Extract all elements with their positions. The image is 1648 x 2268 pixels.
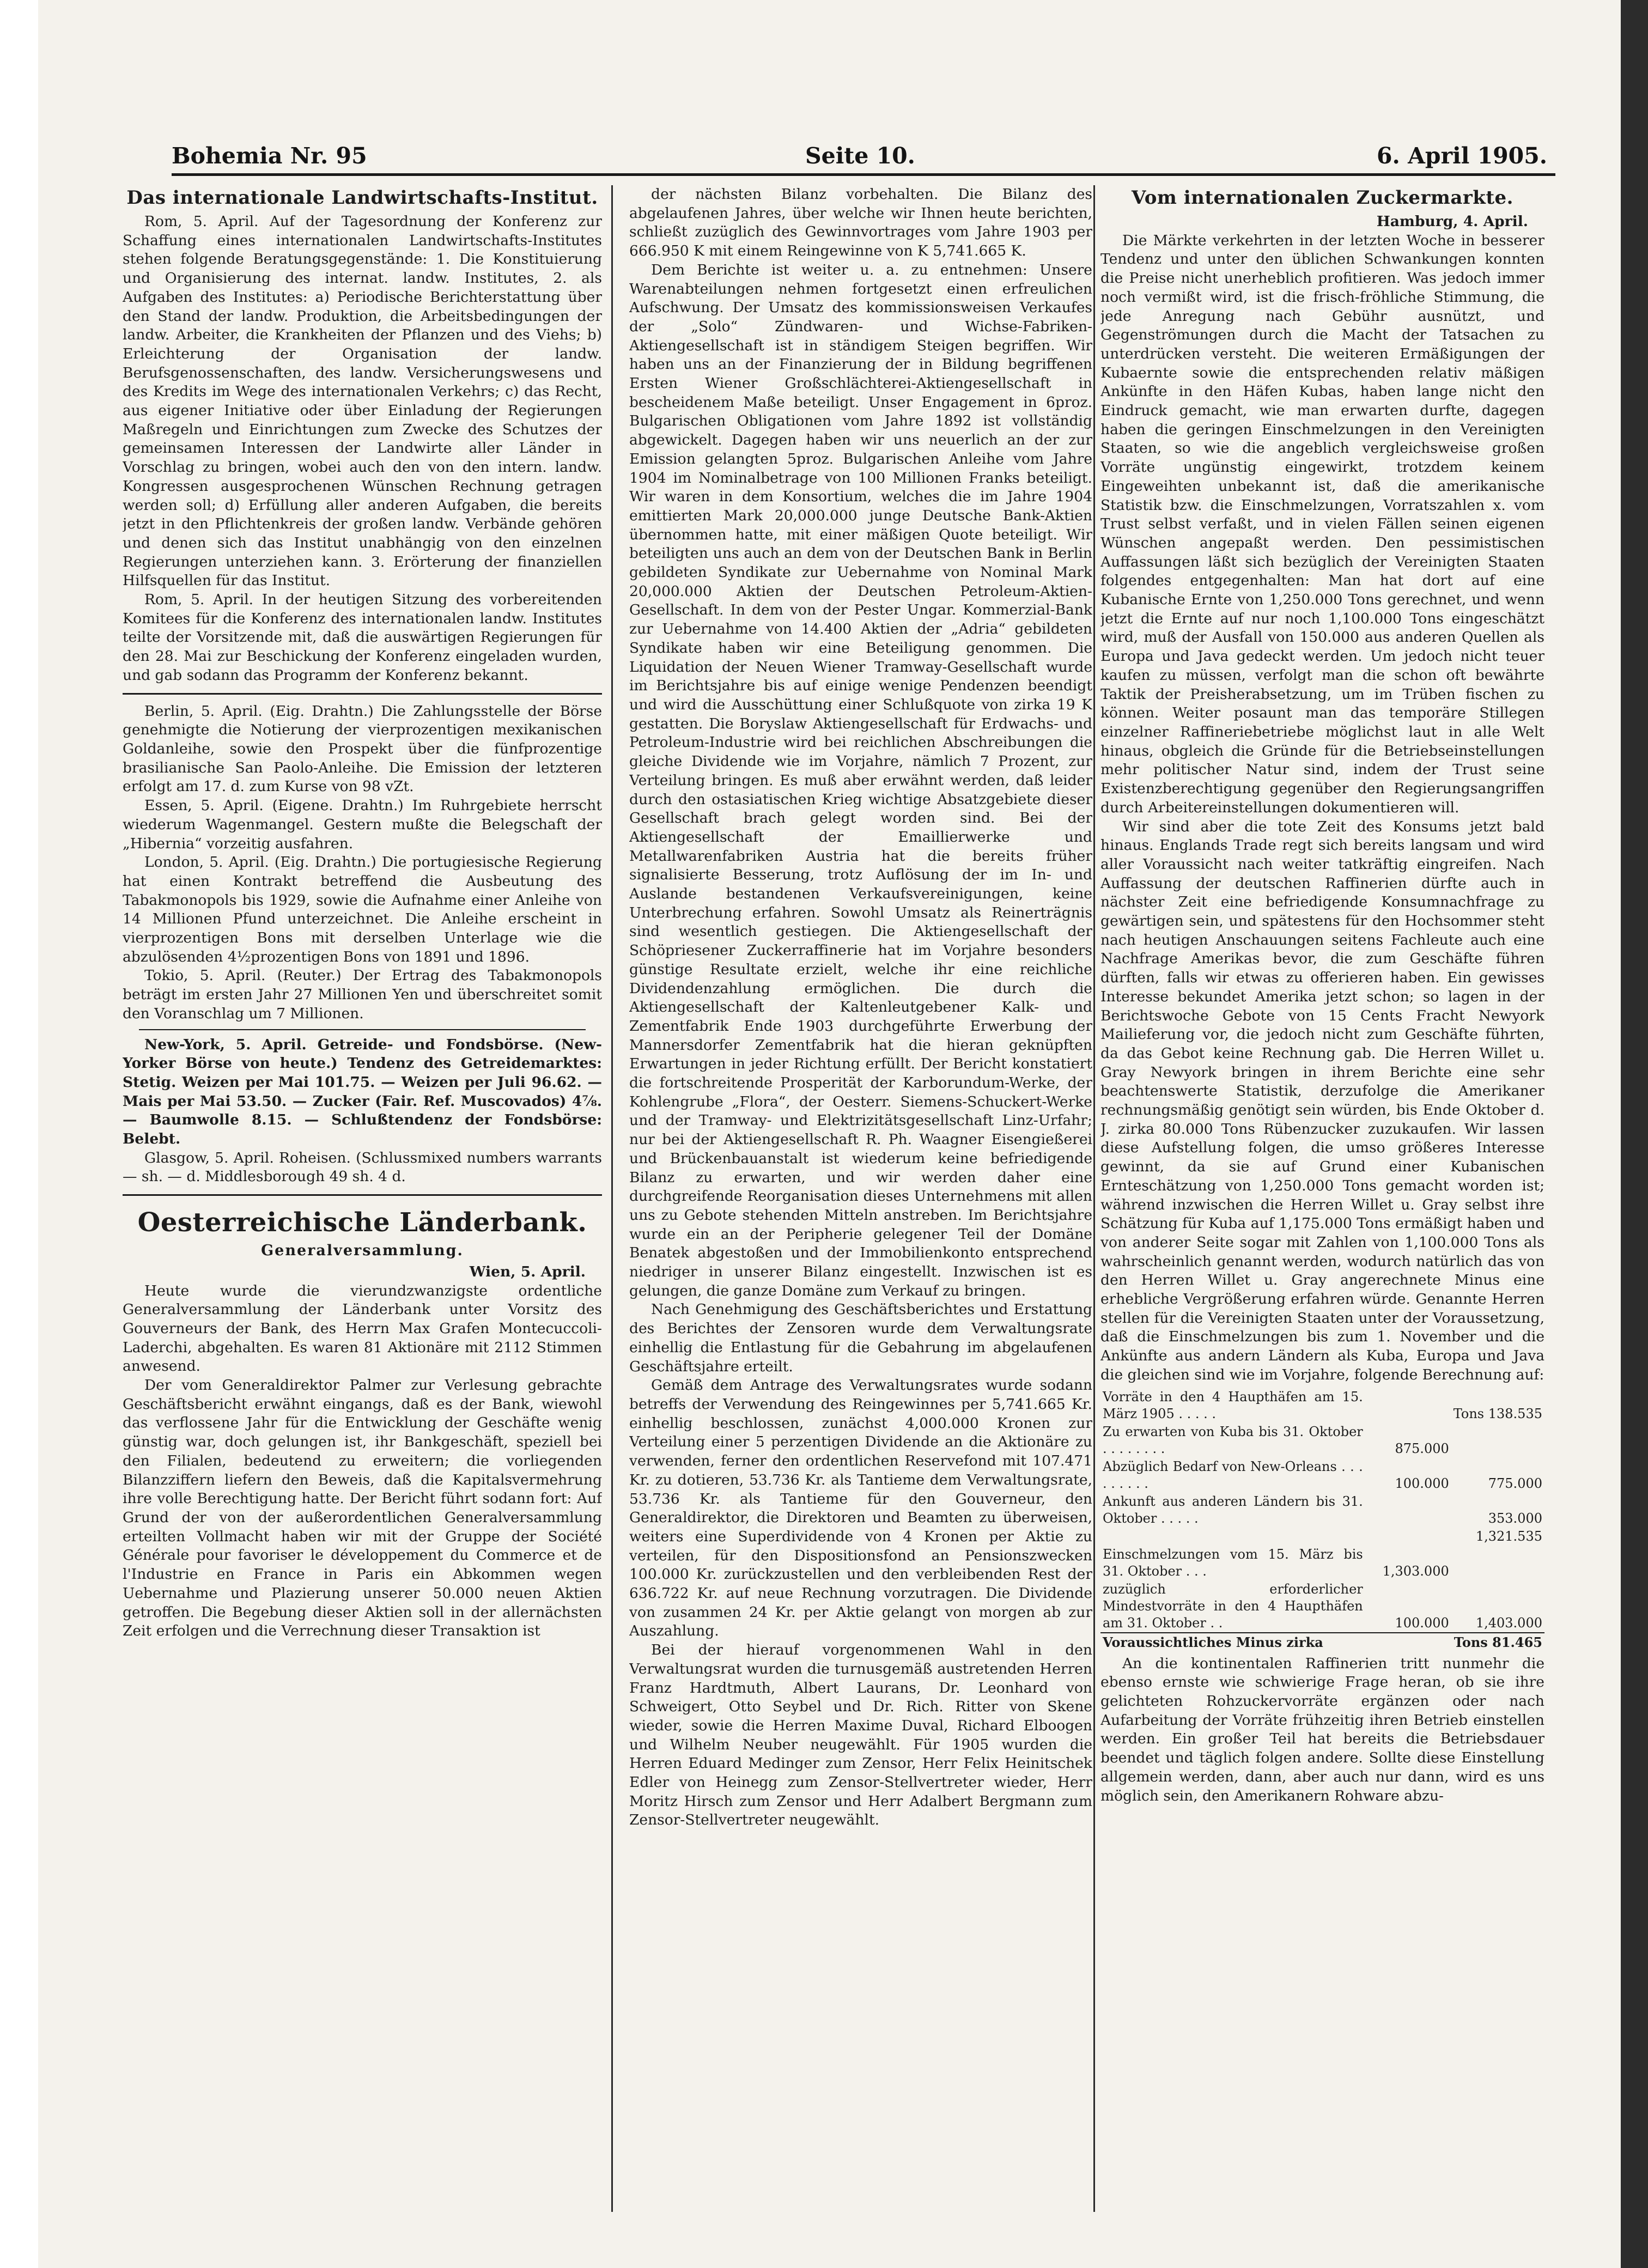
column-left [123, 185, 602, 2212]
dateline: Wien, 5. April. [469, 1263, 586, 1280]
article-paragraph: Bei der hierauf vorgenommenen Wahl in den Verwaltungsrat wurden die turnusgemäß austretenden Herren Franz Hardtmuth, Albert Laurans, Dr. Leonhard von Schweigert, Otto Seybel und Dr. Rich. Ritter von Skene wieder, sowie die Herren Maxime Duval, Richard Elboogen und Wilhelm Neuber neugewählt. Für 1905 wurden die Herren Eduard Medinger zum Zensor, Herr Felix Heinitschek Edler von Heinegg zum Zensor-Stellvertreter wieder, Herr Moritz Hirsch zum Zensor und Herr Adalbert Bergmann zum Zensor-Stellvertreter neugewählt. [629, 1641, 1092, 1829]
masthead-issue: Bohemia Nr. 95 [172, 143, 367, 169]
table-row [1100, 1458, 1544, 1493]
table-cell-value: 1,303.000 [1382, 1563, 1449, 1579]
table-cell-label: Voraussichtliches Minus zirka [1100, 1633, 1365, 1651]
article-paragraph: Der vom Generaldirektor Palmer zur Verlesung gebrachte Geschäftsbericht erwähnt eingangs, daß es der Bank, wiewohl das verflossene Jahr für die Entwicklung der Geschäfte wenig günstig war, doch gelungen ist, ihr Bankgeschäft, speziell bei den Filialen, bedeutend zu erweitern; die vorliegenden Bilanzziffern liefern den Beweis, daß die Kapitalsvermehrung ihre volle Berechtigung hatte. Der Bericht führt sodann fort: Auf Grund der von der außerordentlichen Generalversammlung erteilten Vollmacht haben wir mit der Gruppe der Société Générale pour favoriser le développement du Commerce et de l'Industrie en France in Paris ein Abkommen wegen Uebernahme und Plazierung unserer 50.000 neuen Aktien getroffen. Die Begebung dieser Aktien soll in der allernächsten Zeit erfolgen und die Verrechnung dieser Transaktion ist [123, 1377, 602, 1640]
table-cell-value: Tons 138.535 [1453, 1406, 1542, 1421]
column-divider [1093, 185, 1095, 2212]
table-cell-label: zuzüglich erforderlicher Mindestvorräte in den 4 Haupthäfen am 31. Oktober . . [1103, 1581, 1363, 1631]
market-report: New-York, 5. April. Getreide- und Fondsbörse. (New-Yorker Börse von heute.) Tendenz des Getreidemarktes: Stetig. Weizen per Mai 101.75. — Weizen per Juli 96.62. — Mais per Mai 53.50. — Zucker (Fair. Ref. Muscovados) 4⅞. — Baumwolle 8.15. — Schlußtendenz der Fondsbörse: Belebt. [123, 1036, 602, 1148]
table-cell-value [1365, 1633, 1451, 1651]
table-row [1100, 1633, 1544, 1651]
table-cell-value: 1,403.000 [1475, 1615, 1542, 1631]
table-cell-value: 100.000 [1395, 1475, 1449, 1491]
table-cell-value [1365, 1388, 1451, 1423]
table-row [1100, 1580, 1544, 1633]
market-report: Glasgow, 5. April. Roheisen. (Schlussmixed numbers warrants — sh. — d. Middlesborough 49 sh. 4 d. [123, 1149, 602, 1185]
table-cell-label: Vorräte in den 4 Haupthäfen am 15. März 1905 . . . . . [1103, 1389, 1363, 1421]
table-cell-value: 353.000 [1488, 1510, 1542, 1526]
news-item: Berlin, 5. April. (Eig. Drahtn.) Die Zahlungsstelle der Börse genehmigte die Notierung der vierprozentigen mexikanischen Goldanleihe, sowie den Prospekt über die fünfprozentige brasilianische San Paolo-Anleihe. Die Emission der letzteren erfolgt am 17. d. zum Kurse von 98 vZt. [123, 702, 602, 795]
section-divider [123, 693, 602, 695]
column-right [1100, 185, 1544, 2212]
column-divider [611, 185, 613, 2212]
article-paragraph: An die kontinentalen Raffinerien tritt nunmehr die ebenso ernste wie schwierige Frage heran, ob sie ihre gelichteten Rohzuckervorräte ergänzen oder nach Aufarbeitung der Vorräte frühzeitig ihren Betrieb einstellen werden. Ein großer Teil hat bereits die Betriebsdauer beendet und täglich folgen andere. Sollte diese Einstellung allgemein werden, dann, aber auch nur dann, wird es uns möglich sein, den Amerikanern Rohware abzu- [1100, 1655, 1544, 1804]
dateline: Hamburg, 4. April. [1376, 213, 1528, 230]
table-row [1100, 1528, 1544, 1546]
table-cell-value [1451, 1546, 1544, 1580]
article-subtitle: Generalversammlung. [261, 1242, 464, 1260]
news-item: Essen, 5. April. (Eigene. Drahtn.) Im Ruhrgebiete herrscht wiederum Wagenmangel. Gestern mußte die Belegschaft der „Hibernia“ vorzeitig ausfahren. [123, 797, 602, 852]
news-item: London, 5. April. (Eig. Drahtn.) Die portugiesische Regierung hat einen Kontrakt betreffend die Ausbeutung des Tabakmonopols bis 1929, sowie die Aufnahme einer Anleihe von 14 Millionen Pfund unterzeichnet. Die Anleihe erscheint in vierprozentigen Bons mit derselben Unterlage wie die abzulösenden 4½prozentigen Bons von 1891 und 1896. [123, 854, 602, 965]
article-paragraph: Nach Genehmigung des Geschäftsberichtes und Erstattung des Berichtes der Zensoren wurde dem Verwaltungsrate einhellig die Entlastung für die Gebahrung im abgelaufenen Geschäftsjahre erteilt. [629, 1301, 1092, 1375]
table-row [1100, 1546, 1544, 1580]
article-paragraph: Gemäß dem Antrage des Verwaltungsrates wurde sodann betreffs der Verwendung des Reingewinnes per 5,741.665 Kr. einhellig beschlossen, zunächst 4,000.000 Kronen zur Verteilung einer 5 perzentigen Dividende an die Aktionäre zu verwenden, ferner den ordentlichen Reservefond mit 107.471 Kr. zu dotieren, 53.736 Kr. als Tantieme dem Verwaltungsrate, 53.736 Kr. als Tantieme für den Gouverneur, den Generaldirektor, die Direktoren und Beamten zu überweisen, weiters eine Superdividende von 4 Kronen per Aktie zu verteilen, für den Dispositionsfond an Pensionszwecken 100.000 Kr. zurückzustellen und den verbleibenden Rest der 636.722 Kr. auf neue Rechnung vorzutragen. Die Dividende von zusammen 24 Kr. per Aktie gelangt von morgen ab zur Auszahlung. [629, 1377, 1092, 1640]
table-cell-value [1451, 1423, 1544, 1458]
table-cell-value: 775.000 [1488, 1475, 1542, 1491]
table-cell-value: 100.000 [1395, 1615, 1449, 1631]
section-divider [123, 1194, 602, 1196]
table-cell-value: 875.000 [1395, 1440, 1449, 1456]
table-row [1100, 1388, 1544, 1423]
page-number: Seite 10. [805, 143, 915, 169]
table-cell-label: Abzüglich Bedarf von New-Orleans . . . . . . . . . [1103, 1458, 1363, 1491]
issue-date: 6. April 1905. [1377, 143, 1547, 169]
article-paragraph: Wir sind aber die tote Zeit des Konsums jetzt bald hinaus. Englands Trade regt sich bereits langsam und wird aller Voraussicht nach weiter tatkräftig eingreifen. Nach Auffassung der deutschen Raffinerien dürfte auch in nächster Zeit eine befriedigende Konsumnachfrage zu gewärtigen sein, und spätestens für den Hochsommer steht nach heutigen Anschauungen seitens Fachleute auch eine Nachfrage Amerikas bevor, die zum Geschäfte führen dürften, falls wir etwas zu offerieren haben. Ein gewisses Interesse bekundet Amerika jetzt schon; so lagen in der Berichtswoche Gebote von 15 Cents Fracht Newyork Mailieferung vor, die jedoch nicht zum Geschäfte führten, da das Gebot keine Rechnung gab. Die Herren Willet u. Gray Newyork bringen in ihrem Berichte eine sehr beachtenswerte Statistik, derzufolge die Amerikaner rechnungsmäßig genötigt sein würden, bis Ende Oktober d. J. zirka 80.000 Tons Rübenzucker zuzukaufen. Wir lassen diese Aufstellung folgen, die umso größeres Interesse gewinnt, da sie auf Grund einer Kubanischen Ernteschätzung von 1,250.000 Tons gemacht worden ist; während inzwischen die Herren Willet u. Gray selbst ihre Schätzung für Kuba auf 1,175.000 Tons ermäßigt haben und von anderer Seite sogar mit Zahlen von 1,100.000 Tons als wahrscheinlich genannt werden, wodurch natürlich das von den Herren Willet u. Gray angerechnete Minus eine erhebliche Vergrößerung erfahren würde. Genannte Herren stellen für die Vereinigten Staaten unter der Voraussetzung, daß die Einschmelzungen bis zum 1. November und die Ankünfte aus andern Ländern als Kuba, Europa und Java die gleichen sind wie im Vorjahre, folgende Berechnung auf: [1100, 818, 1544, 1383]
article-title: Oesterreichische Länderbank. [137, 1207, 587, 1238]
table-cell-value [1365, 1528, 1451, 1546]
table-cell-label: Zu erwarten von Kuba bis 31. Oktober . . . . . . . . [1103, 1424, 1363, 1456]
column-middle [629, 185, 1092, 2212]
article-paragraph: Dem Berichte ist weiter u. a. zu entnehmen: Unsere Warenabteilungen nehmen fortgesetzt einen erfreulichen Aufschwung. Der Umsatz des kommissionsweisen Verkaufes der „Solo“ Zündwaren- und Wichse-Fabriken-Aktiengesellschaft ist in ständigem Steigen begriffen. Wir haben uns an der Finanzierung der in Bildung begriffenen Ersten Wiener Großschlächterei-Aktiengesellschaft in bescheidenem Maße beteiligt. Unser Engagement in 6proz. Bulgarischen Obligationen vom Jahre 1892 ist vollständig abgewickelt. Dagegen haben wir uns neuerlich an der zur Emission gelangten 5proz. Bulgarischen Anleihe vom Jahre 1904 im Nominalbetrage von 100 Millionen Franks beteiligt. Wir waren in dem Konsortium, welches die im Jahre 1904 emittierten Mark 20,000.000 junge Deutsche Bank-Aktien übernommen hatte, mit einer mäßigen Quote beteiligt. Wir beteiligten uns auch an dem von der Deutschen Bank in Berlin gebildeten Syndikate zur Uebernahme von Nominal Mark 20,000.000 Aktien der Deutschen Petroleum-Aktien-Gesellschaft. In dem von der Pester Ungar. Kommerzial-Bank zur Uebernahme von 14.400 Aktien der „Adria“ gebildeten Syndikate haben wir eine Beteiligung genommen. Die Liquidation der Neuen Wiener Tramway-Gesellschaft wurde im Berichtsjahre bis auf einige wenige Pendenzen beendigt und wird die Ausschüttung einer Schlußquote von zirka 19 K gestatten. Die Boryslaw Aktiengesellschaft für Erdwachs- und Petroleum-Industrie wird bei reichlichen Abschreibungen die gleiche Dividende wie im Vorjahre, nämlich 7 Prozent, zur Verteilung bringen. Es muß aber erwähnt werden, daß leider durch den ostasiatischen Krieg wichtige Absatzgebiete dieser Gesellschaft brach gelegt worden sind. Bei der Aktiengesellschaft der Emaillierwerke und Metallwarenfabriken Austria hat die bereits früher signalisierte Besserung, trotz Auflösung der im In- und Auslande bestandenen Verkaufsvereinigungen, keine Unterbrechung erfahren. Sowohl Umsatz als Reinerträgnis sind wesentlich gestiegen. Die Aktiengesellschaft der Schöpriesener Zuckerraffinerie hat im Vorjahre besonders günstige Resultate erzielt, welche ihr eine reichliche Dividendenzahlung ermöglichen. Die durch die Aktiengesellschaft der Kaltenleutgebener Kalk- und Zementfabrik Ende 1903 durchgeführte Erwerbung der Mannersdorfer Zementfabrik hat die hieran geknüpften Erwartungen in jeder Richtung erfüllt. Der Bericht konstatiert die fortschreitende Prosperität der Karborundum-Werke, der Kohlengrube „Flora“, der Oesterr. Siemens-Schuckert-Werke und der Tramway- und Elektrizitätsgesellschaft Linz-Urfahr; nur bei der Aktiengesellschaft R. Ph. Waagner Eisengießerei und Brückenbauanstalt ist wiederum keine befriedigende Bilanz zu erwarten, und wir werden daher eine durchgreifende Reorganisation dieses Unternehmens mit allen uns zu Gebote stehenden Mitteln anstreben. Im Berichtsjahre wurde ein an der Peripherie gelegener Teil der Domäne Benatek abgestoßen und der Immobilienkonto entsprechend niedriger in unserer Bilanz eingestellt. Inzwischen ist es gelungen, die ganze Domäne zum Verkauf zu bringen. [629, 261, 1092, 1299]
article-paragraph: der nächsten Bilanz vorbehalten. Die Bilanz des abgelaufenen Jahres, über welche wir Ihnen heute berichten, schließt zuzüglich des Gewinnvortrages vom Jahre 1903 per 666.950 K mit einem Reingewinne von K 5,741.665 K. [629, 186, 1092, 260]
article-title: Vom internationalen Zuckermarkte. [1131, 187, 1514, 209]
news-item: Tokio, 5. April. (Reuter.) Der Ertrag des Tabakmonopols beträgt im ersten Jahr 27 Millionen Yen und überschreitet somit den Voranschlag um 7 Millionen. [123, 967, 602, 1022]
article-paragraph: Heute wurde die vierundzwanzigste ordentliche Generalversammlung der Länderbank unter Vorsitz des Gouverneurs der Bank, des Herrn Max Grafen Montecuccoli-Laderchi, abgehalten. Es waren 81 Aktionäre mit 2112 Stimmen anwesend. [123, 1282, 602, 1375]
table-cell-label: Einschmelzungen vom 15. März bis 31. Oktober . . . [1103, 1546, 1363, 1579]
page-margin [0, 0, 38, 2268]
article-paragraph: Rom, 5. April. In der heutigen Sitzung des vorbereitenden Komitees für die Konferenz des internationalen landw. Institutes teilte der Vorsitzende mit, daß die auswärtigen Regierungen für den 28. Mai zur Beschickung der Konferenz eingeladen wurden, und gab sodann das Programm der Konferenz bekannt. [123, 591, 602, 684]
table-cell-value: 1,321.535 [1475, 1528, 1542, 1544]
table-cell-label: Ankunft aus anderen Ländern bis 31. Oktober . . . . . [1103, 1493, 1363, 1526]
table-cell-label [1100, 1528, 1365, 1546]
article-paragraph: Rom, 5. April. Auf der Tagesordnung der Konferenz zur Schaffung eines internationalen Landwirtschafts-Institutes stehen folgende Beratungsgegenstände: 1. Die Konstituierung und Organisierung des internat. landw. Institutes, 2. als Aufgaben des Institutes: a) Periodische Berichterstattung über den Stand der landw. Produktion, die Arbeitsbedingungen der landw. Arbeiter, die Krankheiten der Pflanzen und des Viehs; b) Erleichterung der Organisation der landw. Berufsgenossenschaften, des landw. Versicherungswesens und des Kredits im Wege des internationalen Verkehrs; c) das Recht, aus eigener Initiative oder über Einladung der Regierungen Maßregeln und Einrichtungen zum Zwecke des Schutzes der gemeinsamen Interessen der Landwirte aller Länder in Vorschlag zu bringen, wobei auch den von den intern. landw. Kongressen ausgesprochenen Wünschen Rechnung getragen werden soll; d) Erfüllung aller anderen Aufgaben, die bereits jetzt in den Pflichtenkreis der großen landw. Verbände gehören und denen sich das Institut unabhängig von den einzelnen Regierungen unterziehen kann. 3. Erörterung der finanziellen Hilfsquellen für das Institut. [123, 213, 602, 589]
table-cell-value [1365, 1493, 1451, 1528]
sugar-statistics-table [1100, 1388, 1544, 1651]
article-title: Das internationale Landwirtschafts-Institut. [126, 187, 598, 209]
table-cell-value: Tons 81.465 [1451, 1633, 1544, 1651]
table-row [1100, 1423, 1544, 1458]
header-rule [172, 173, 1555, 176]
article-paragraph: Die Märkte verkehrten in der letzten Woche in besserer Tendenz und unter den üblichen Schwankungen konnten die Preise nicht unerheblich profitieren. Was jedoch immer noch vermißt wird, ist die frisch-fröhliche Stimmung, die jede Anregung nach Gebühr ausnützt, und Gegenströmungen durch die Macht der Tatsachen zu unterdrücken versteht. Die weiteren Ermäßigungen der Kubaernte sowie die entsprechenden relativ mäßigen Ankünfte in den Häfen Kubas, haben lange nicht den Eindruck gemacht, wie man erwarten durfte, dagegen haben die geringen Einschmelzungen in den Vereinigten Staaten, so wie die angeblich vergleichsweise großen Vorräte ungünstig eingewirkt, trotzdem keinem Eingeweihten unbekannt ist, daß die amerikanische Statistik bzw. die Einschmelzungen, Vorratszahlen x. vom Trust selbst verfaßt, und in vielen Fällen seinen eigenen Wünschen angepaßt werden. Den pessimistischen Auffassungen läßt sich bezüglich der Vereinigten Staaten folgendes entgegenhalten: Man hat dort auf eine Kubanische Ernte von 1,250.000 Tons gerechnet, und wenn jetzt die Ernte auf nur noch 1,100.000 Tons eingeschätzt wird, muß der Ausfall von 150.000 aus anderen Quellen als Europa und Java gedeckt werden. Um jedoch nicht teuer kaufen zu müssen, verfolgt man die schon oft bewährte Taktik der Preisherabsetzung, um im Trüben fischen zu können. Weiter posaunt man das temporäre Stillegen einzelner Raffineriebetriebe möglichst laut in alle Welt hinaus, obgleich die Gründe für die Betriebseinstellungen mehr politischer Natur sind, indem der Trust seine Existenzberechtigung gegenüber den Regierungsangriffen durch Arbeitereinstellungen dokumentieren will. [1100, 232, 1544, 816]
table-row [1100, 1493, 1544, 1528]
section-divider [139, 1029, 586, 1030]
